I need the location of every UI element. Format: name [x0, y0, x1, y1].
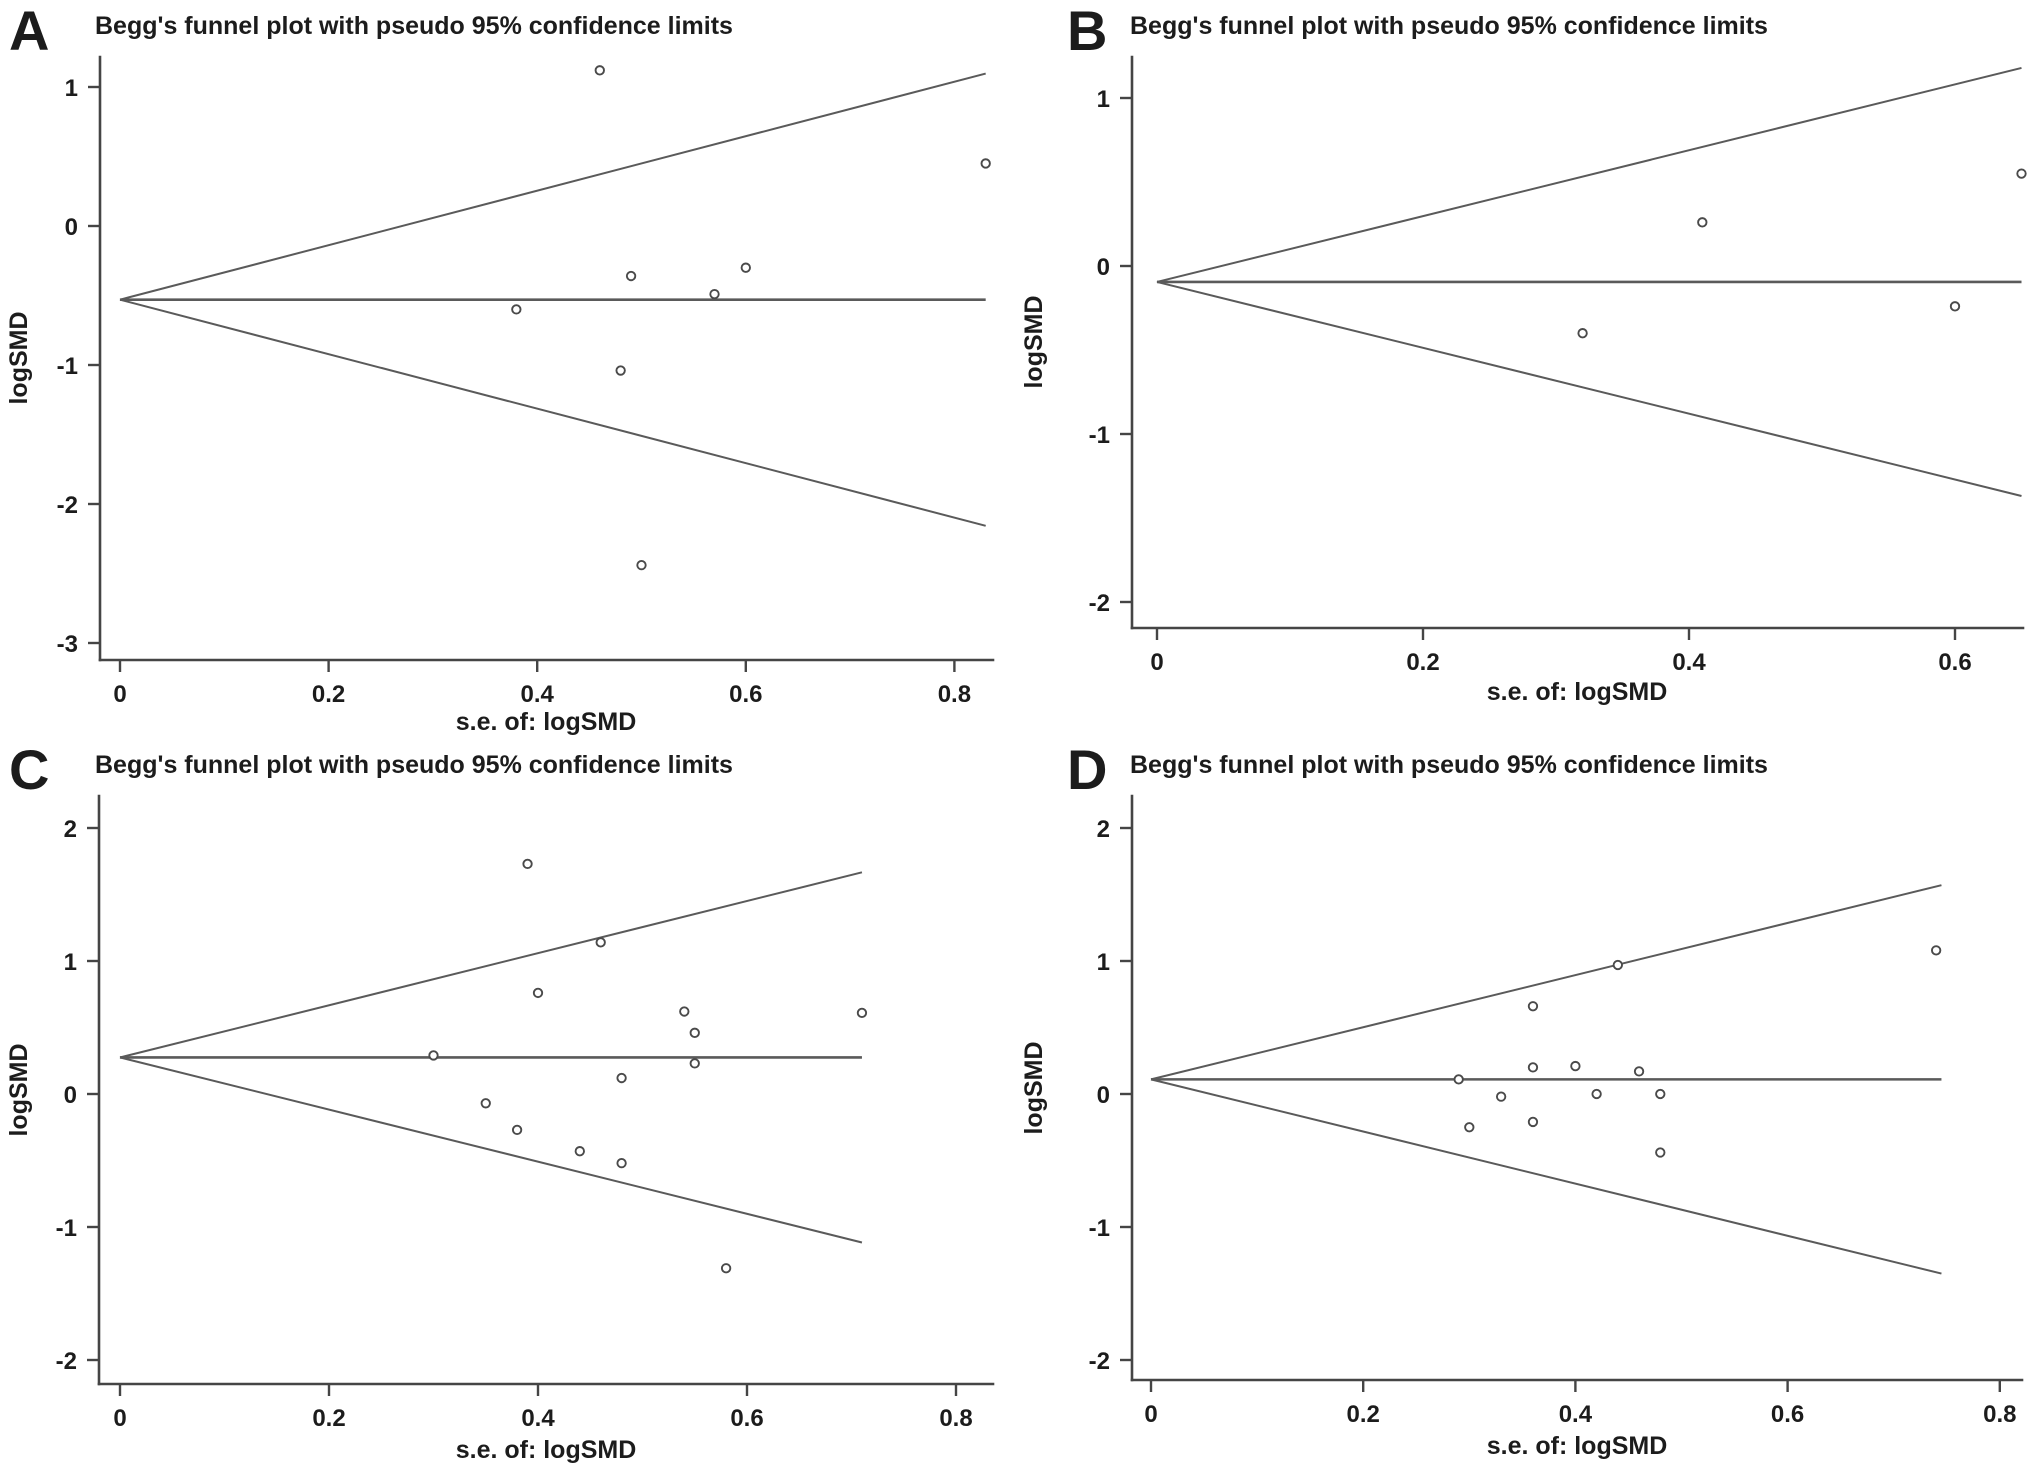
study-point: [742, 264, 750, 272]
study-point: [617, 1074, 625, 1082]
y-tick-label: 0: [1096, 254, 1110, 281]
study-point: [1571, 1062, 1579, 1070]
study-point: [523, 860, 531, 868]
x-tick-label: 0.8: [1983, 1401, 2017, 1428]
study-point: [858, 1009, 866, 1017]
plot-area: [56, 796, 993, 1432]
study-point: [710, 290, 718, 298]
funnel-plot-svg-B: [1015, 0, 2031, 739]
x-tick-label: 0.4: [520, 681, 554, 708]
study-point: [691, 1029, 699, 1037]
x-axis-label: s.e. of: logSMD: [455, 708, 637, 736]
study-point: [1529, 1063, 1537, 1071]
x-tick-label: 0.2: [311, 681, 346, 708]
study-point: [513, 1126, 521, 1134]
panel-D: [1015, 739, 2031, 1478]
study-point: [617, 1159, 625, 1167]
x-axis-label: s.e. of: logSMD: [1486, 678, 1668, 706]
y-tick-label: -2: [1088, 590, 1110, 617]
y-tick-label: -2: [56, 492, 78, 519]
panel-B: [1015, 0, 2031, 739]
plot-area: [1089, 57, 2026, 676]
upper-ci-line: [1151, 885, 1941, 1079]
study-point: [1497, 1092, 1505, 1100]
y-tick-label: -3: [56, 631, 78, 658]
x-tick-label: 0.6: [729, 681, 763, 708]
study-point: [482, 1099, 490, 1107]
y-tick-label: 1: [64, 75, 78, 102]
panel-letter: D: [1067, 739, 1108, 801]
study-point: [680, 1007, 688, 1015]
x-tick-label: 0: [1144, 1401, 1158, 1428]
study-point: [429, 1051, 437, 1059]
y-tick-label: 2: [1096, 816, 1110, 843]
y-tick-label: 1: [1096, 949, 1110, 976]
panel-C: [0, 739, 1015, 1478]
panel-letter: B: [1067, 0, 1108, 62]
y-tick-label: -1: [1088, 1215, 1110, 1242]
panel-letter: A: [9, 0, 50, 62]
y-tick-label: 0: [64, 214, 78, 241]
x-tick-label: 0: [1150, 649, 1164, 676]
y-tick-label: -2: [1088, 1348, 1110, 1375]
lower-ci-line: [1151, 1079, 1941, 1273]
study-point: [637, 561, 645, 569]
study-point: [691, 1059, 699, 1067]
study-point: [1635, 1067, 1643, 1075]
lower-ci-line: [120, 1057, 862, 1242]
study-point: [512, 305, 520, 313]
y-tick-label: 2: [63, 816, 77, 843]
x-tick-label: 0.4: [1558, 1401, 1593, 1428]
x-axis-label: s.e. of: logSMD: [1486, 1432, 1668, 1460]
y-tick-label: 0: [63, 1082, 77, 1109]
y-tick-label: -1: [55, 1215, 77, 1242]
y-axis-label: logSMD: [5, 1043, 33, 1137]
x-tick-label: 0.6: [1770, 1401, 1805, 1428]
panel-A: [0, 0, 1015, 739]
x-tick-label: 0.4: [521, 1405, 555, 1432]
lower-ci-line: [1157, 282, 2022, 496]
study-point: [596, 66, 604, 74]
study-point: [1529, 1118, 1537, 1126]
upper-ci-line: [1157, 68, 2022, 282]
plot-title: Begg's funnel plot with pseudo 95% confidence limits: [95, 12, 733, 40]
study-point: [2017, 169, 2025, 177]
study-point: [1951, 302, 1959, 310]
x-tick-label: 0.6: [730, 1405, 764, 1432]
y-axis-label: logSMD: [1020, 1041, 1048, 1135]
study-point: [1656, 1148, 1664, 1156]
study-point: [1932, 946, 1940, 954]
x-tick-label: 0: [113, 681, 127, 708]
y-tick-label: 1: [1096, 86, 1110, 113]
funnel-plot-svg-A: [0, 0, 1015, 739]
x-tick-label: 0.6: [1938, 649, 1972, 676]
study-point: [576, 1147, 584, 1155]
y-tick-label: -1: [1088, 422, 1110, 449]
upper-ci-line: [120, 872, 862, 1057]
y-tick-label: -2: [55, 1348, 77, 1375]
y-axis-label: logSMD: [5, 311, 33, 405]
y-tick-label: 0: [1096, 1082, 1110, 1109]
study-point: [1529, 1002, 1537, 1010]
upper-ci-line: [120, 74, 986, 300]
x-tick-label: 0.2: [1406, 649, 1440, 676]
x-tick-label: 0.8: [937, 681, 972, 708]
lower-ci-line: [120, 300, 986, 526]
plot-title: Begg's funnel plot with pseudo 95% confidence limits: [95, 751, 733, 779]
study-point: [616, 366, 624, 374]
study-point: [1656, 1090, 1664, 1098]
x-axis-label: s.e. of: logSMD: [455, 1436, 637, 1464]
study-point: [1698, 218, 1706, 226]
plot-area: [1089, 796, 2022, 1428]
x-tick-label: 0.2: [1346, 1401, 1380, 1428]
study-point: [627, 272, 635, 280]
funnel-plot-svg-D: [1015, 739, 2031, 1478]
study-point: [981, 159, 989, 167]
x-tick-label: 0.4: [1672, 649, 1706, 676]
study-point: [1454, 1075, 1462, 1083]
study-point: [1614, 961, 1622, 969]
study-point: [597, 938, 605, 946]
funnel-plot-svg-C: [0, 739, 1015, 1478]
plot-title: Begg's funnel plot with pseudo 95% confidence limits: [1130, 751, 1768, 779]
study-point: [534, 989, 542, 997]
study-point: [722, 1264, 730, 1272]
panel-letter: C: [9, 739, 50, 801]
y-axis-label: logSMD: [1020, 295, 1048, 389]
x-tick-label: 0: [113, 1405, 127, 1432]
plot-area: [57, 57, 993, 708]
study-point: [1465, 1123, 1473, 1131]
plot-title: Begg's funnel plot with pseudo 95% confidence limits: [1130, 12, 1768, 40]
x-tick-label: 0.8: [939, 1405, 973, 1432]
y-tick-label: 1: [63, 949, 77, 976]
x-tick-label: 0.2: [312, 1405, 346, 1432]
study-point: [1592, 1090, 1600, 1098]
study-point: [1578, 329, 1586, 337]
y-tick-label: -1: [56, 353, 78, 380]
